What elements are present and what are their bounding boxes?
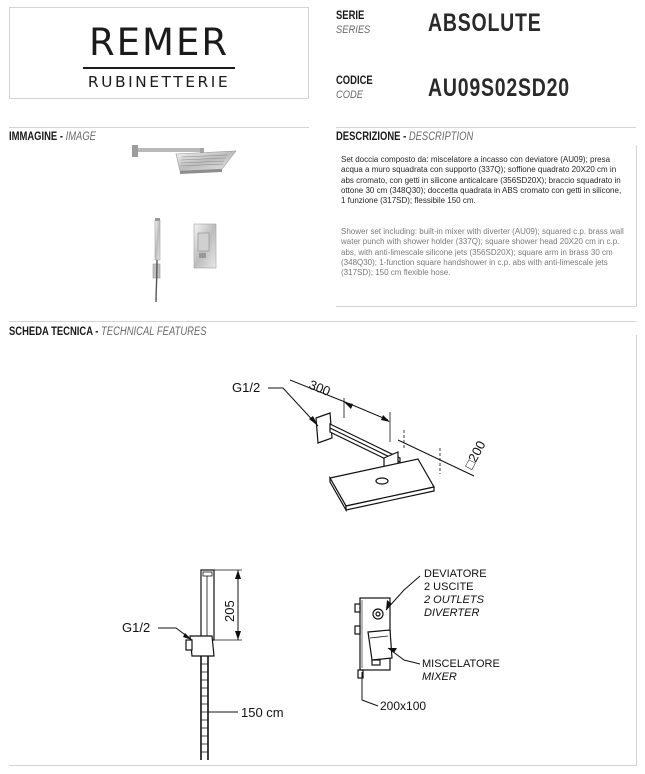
photo-shower-head (176, 151, 236, 171)
head-thread-leader (268, 388, 318, 426)
description-english: Shower set including: built-in mixer with diverter (AU09); squared c.p. brass wall water punch with shower holder (337Q); square shower head 20X20 cm in c.p. abs, with anti-limescale silicone jets (356SD20X); square arm in brass 30 cm (348Q30); 1-function square handshower in c.p. abs with anti-limescale jets (317SD); 150 cm flexible hose. (341, 227, 624, 278)
series-label: SERIE (336, 10, 365, 22)
diverter-label-it-2: 2 USCITE (424, 581, 474, 593)
image-section-title: IMMAGINE - IMAGE (9, 131, 96, 143)
plate-size-label: 200x100 (380, 699, 427, 713)
head-thread-label: G1/2 (232, 380, 261, 395)
technical-section-rule (9, 321, 636, 322)
technical-drawing (0, 330, 645, 770)
diverter-label-en-1: 2 OUTLETS (424, 594, 484, 606)
code-label-en: CODE (336, 89, 364, 101)
series-value: ABSOLUTE (428, 9, 542, 37)
technical-section-title-en: TECHNICAL FEATURES (101, 326, 207, 338)
diverter-label-en-2: DIVERTER (424, 607, 480, 619)
diverter-leader (386, 576, 420, 610)
photo-arm (138, 148, 204, 152)
head-size-label: □200 (461, 438, 489, 472)
brand-name: REMER (88, 21, 230, 64)
series-label-en: SERIES (336, 24, 371, 36)
hand-height-label: 205 (222, 600, 237, 622)
image-section-rule (9, 127, 309, 128)
product-image (120, 140, 250, 305)
hand-thread-label: G1/2 (122, 620, 151, 635)
mixer-lever (368, 630, 392, 660)
code-label: CODICE (336, 75, 373, 87)
hose-length-label: 150 cm (241, 705, 284, 720)
diverter-label-it-1: DEVIATORE (424, 568, 487, 580)
photo-hand-shower (155, 220, 160, 260)
code-label-block (336, 74, 381, 102)
description-frame-bottom (336, 306, 636, 307)
code-value: AU09S02SD20 (428, 74, 570, 102)
description-section-rule (336, 127, 636, 128)
description-section-title: DESCRIZIONE - DESCRIPTION (336, 131, 474, 143)
technical-section-title: SCHEDA TECNICA - TECHNICAL FEATURES (9, 326, 207, 338)
series-label-block (336, 9, 376, 37)
brand-subtitle: RUBINETTERIE (87, 73, 231, 91)
logo-divider (83, 67, 235, 69)
description-frame-right (636, 145, 637, 307)
image-section-title-en: IMAGE (65, 131, 96, 143)
photo-wall-flange (132, 145, 138, 157)
plate-size-leader (362, 672, 378, 706)
hand-shower-holder (190, 636, 214, 656)
mixer-label-en: MIXER (422, 671, 457, 683)
hand-shower-body (201, 570, 214, 640)
description-section-title-en: DESCRIPTION (408, 131, 474, 143)
flexible-hose (201, 656, 208, 760)
mixer-label-it: MISCELATORE (422, 658, 500, 670)
brand-logo (9, 7, 309, 99)
arm-length-label: 300 (306, 376, 333, 399)
description-italian: Set doccia composto da: miscelatore a incasso con deviatore (AU09); presa acqua a muro squadrata con supporto (337Q); soffione quadrato 20X20 cm in abs cromato, con getti in silicone anticalcare (356SD20X); braccio squadrato in ottone 30 cm (348Q30); doccetta quadrata in ABS cromato con getti in silicone, 1 funzione (317SD); flessibile 150 cm. (341, 155, 622, 206)
